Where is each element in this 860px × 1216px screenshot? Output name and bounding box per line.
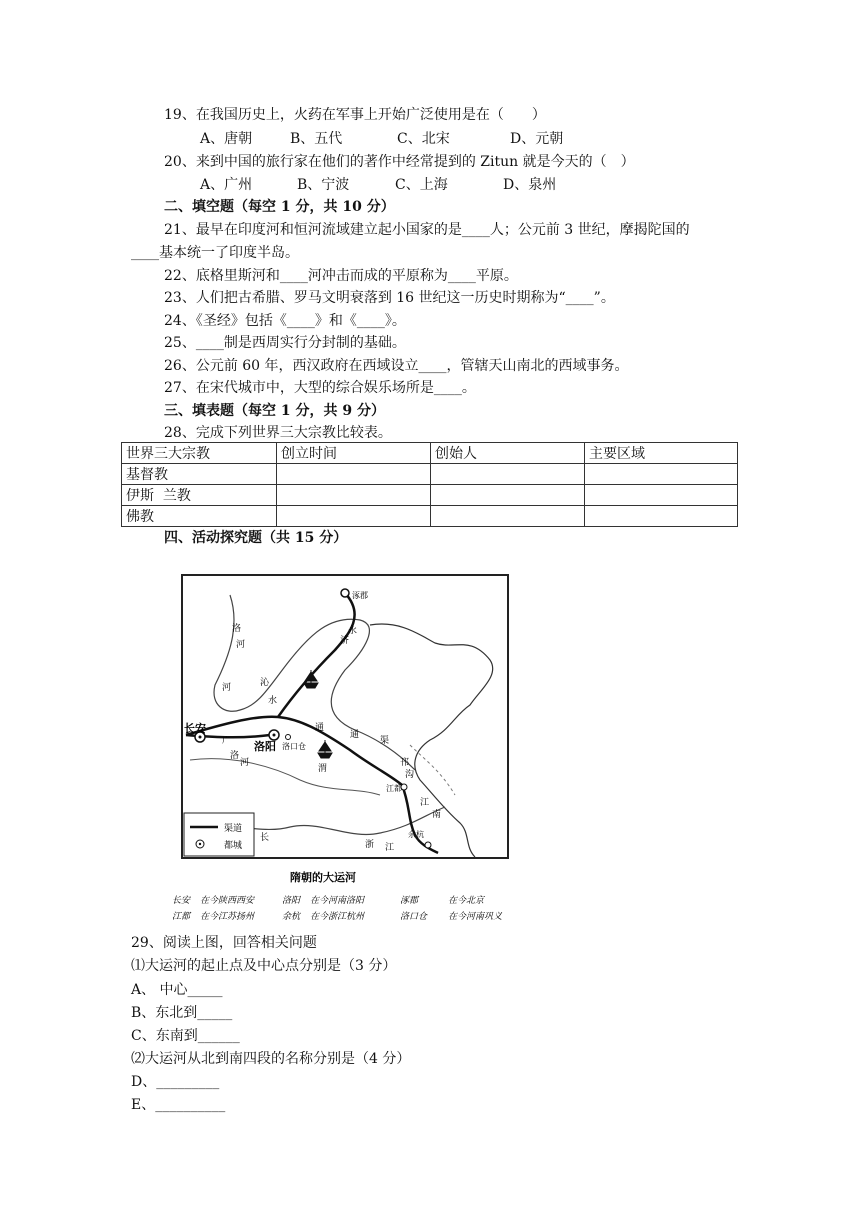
question-29-part1: ⑴大运河的起止点及中心点分别是（3 分）: [131, 958, 397, 974]
table-header-row: [122, 443, 738, 464]
option: B、五代: [290, 131, 343, 147]
option: C、北宋: [397, 131, 450, 147]
svg-text:沟: 沟: [405, 770, 415, 780]
svg-text:江: 江: [385, 843, 395, 853]
section-4-title: 四、活动探究题（共 15 分）: [164, 530, 348, 546]
svg-text:在今河南洛阳: 在今河南洛阳: [310, 896, 365, 906]
legend-canal-label: 渠道: [224, 824, 243, 834]
svg-text:沁: 沁: [260, 678, 270, 688]
svg-text:洛口仓: 洛口仓: [400, 912, 428, 922]
svg-text:洛: 洛: [230, 751, 240, 761]
table-cell-blank[interactable]: [277, 485, 431, 506]
table-cell-blank[interactable]: [277, 464, 431, 485]
question-29-stem: 29、阅读上图，回答相关问题: [131, 935, 317, 951]
luokoucang-marker: [286, 735, 291, 740]
svg-text:水: 水: [268, 696, 278, 706]
table-cell: 佛教: [122, 506, 277, 527]
svg-text:余杭: 余杭: [282, 912, 301, 922]
map-label-luokoucang: 洛口仓: [282, 742, 306, 751]
question-29-part2: ⑵大运河从北到南四段的名称分别是（4 分）: [131, 1051, 411, 1067]
svg-text:江都: 江都: [172, 912, 191, 922]
svg-text:在今河南巩义: 在今河南巩义: [448, 912, 503, 922]
table-cell-blank[interactable]: [585, 464, 738, 485]
option: D、元朝: [510, 131, 564, 147]
question-19-options: [200, 129, 563, 149]
map-label-jiangdu: 江都: [386, 784, 402, 793]
option: B、宁波: [297, 177, 350, 193]
question-19-stem: 19、在我国历史上，火药在军事上开始广泛使用是在（ ）: [164, 107, 546, 123]
svg-text:洛: 洛: [232, 624, 242, 634]
question-22: 22、底格里斯河和____河冲击而成的平原称为____平原。: [164, 268, 518, 284]
svg-text:永: 永: [348, 626, 358, 636]
svg-text:在今北京: 在今北京: [448, 896, 485, 906]
question-24: 24、《圣经》包括《____》和《____》。: [164, 313, 406, 329]
question-28: 28、完成下列世界三大宗教比较表。: [164, 425, 392, 441]
svg-text:南: 南: [432, 810, 442, 820]
table-cell-blank[interactable]: [431, 485, 585, 506]
map-caption: [172, 895, 503, 922]
svg-text:涿郡: 涿郡: [400, 896, 419, 906]
question-23: 23、人们把古希腊、罗马文明衰落到 16 世纪这一历史时期称为“____”。: [164, 290, 615, 306]
svg-text:在今江苏扬州: 在今江苏扬州: [200, 912, 255, 922]
legend-city-label: 都城: [224, 841, 243, 851]
grand-canal-map: [170, 565, 520, 930]
question-21-cont: ____基本统一了印度半岛。: [131, 245, 299, 261]
svg-text:邗: 邗: [400, 758, 410, 768]
yuhang-marker: [425, 842, 431, 848]
svg-text:长安: 长安: [172, 896, 191, 906]
svg-text:河: 河: [240, 758, 250, 768]
table-header: 创始人: [431, 443, 585, 464]
table-row: [122, 464, 738, 485]
religion-comparison-table: [121, 442, 738, 527]
svg-text:洛阳: 洛阳: [282, 896, 301, 906]
map-title: 隋朝的大运河: [290, 871, 356, 884]
table-cell: 基督教: [122, 464, 277, 485]
svg-text:通: 通: [350, 730, 360, 740]
table-cell-blank[interactable]: [431, 506, 585, 527]
answer-line-c: C、东南到______: [131, 1028, 240, 1044]
svg-text:河: 河: [236, 640, 246, 650]
section-2-title: 二、填空题（每空 1 分，共 10 分）: [164, 199, 395, 215]
map-label-yuhang: 余杭: [408, 830, 424, 839]
table-row: [122, 485, 738, 506]
question-20-options: [200, 175, 556, 195]
map-label-luoyang: 洛阳: [254, 740, 276, 753]
table-cell-blank[interactable]: [585, 485, 738, 506]
svg-text:济: 济: [340, 636, 350, 646]
svg-text:渭: 渭: [318, 764, 328, 774]
svg-text:在今浙江杭州: 在今浙江杭州: [310, 912, 365, 922]
question-20-stem: 20、来到中国的旅行家在他们的著作中经常提到的 Zitun 就是今天的（ ）: [164, 154, 635, 170]
svg-text:在今陕西西安: 在今陕西西安: [200, 896, 255, 906]
option: C、上海: [395, 177, 448, 193]
answer-line-e: E、__________: [131, 1097, 226, 1113]
option: A、广州: [200, 177, 253, 193]
svg-text:江: 江: [420, 798, 430, 808]
svg-text:长: 长: [260, 833, 270, 843]
svg-text:通: 通: [315, 723, 325, 733]
answer-line-b: B、东北到_____: [131, 1005, 233, 1021]
option: D、泉州: [503, 177, 557, 193]
table-header: 创立时间: [277, 443, 431, 464]
svg-text:浙: 浙: [365, 840, 375, 850]
answer-line-a: A、 中心_____: [131, 982, 223, 998]
question-21: 21、最早在印度河和恒河流域建立起小国家的是____人；公元前 3 世纪，摩揭陀国的: [164, 222, 690, 238]
zhuojun-marker: [341, 589, 349, 597]
table-row: [122, 506, 738, 527]
map-label-changan: 长安: [184, 722, 206, 735]
map-legend: [184, 813, 254, 856]
table-header: 主要区域: [585, 443, 738, 464]
table-cell-blank[interactable]: [585, 506, 738, 527]
svg-text:广: 广: [222, 736, 230, 745]
question-26: 26、公元前 60 年，西汉政府在西域设立____，管辖天山南北的西域事务。: [164, 358, 629, 374]
table-cell-blank[interactable]: [277, 506, 431, 527]
option: A、唐朝: [200, 131, 253, 147]
table-cell: 伊斯 兰教: [122, 485, 277, 506]
section-3-title: 三、填表题（每空 1 分，共 9 分）: [164, 403, 385, 419]
table-header: 世界三大宗教: [122, 443, 277, 464]
svg-text:渠: 渠: [380, 736, 390, 746]
question-27: 27、在宋代城市中，大型的综合娱乐场所是____。: [164, 380, 476, 396]
map-label-zhuojun: 涿郡: [352, 591, 368, 600]
table-cell-blank[interactable]: [431, 464, 585, 485]
question-25: 25、____制是西周实行分封制的基础。: [164, 335, 406, 351]
answer-line-d: D、_________: [131, 1074, 220, 1090]
svg-text:河: 河: [222, 683, 232, 693]
